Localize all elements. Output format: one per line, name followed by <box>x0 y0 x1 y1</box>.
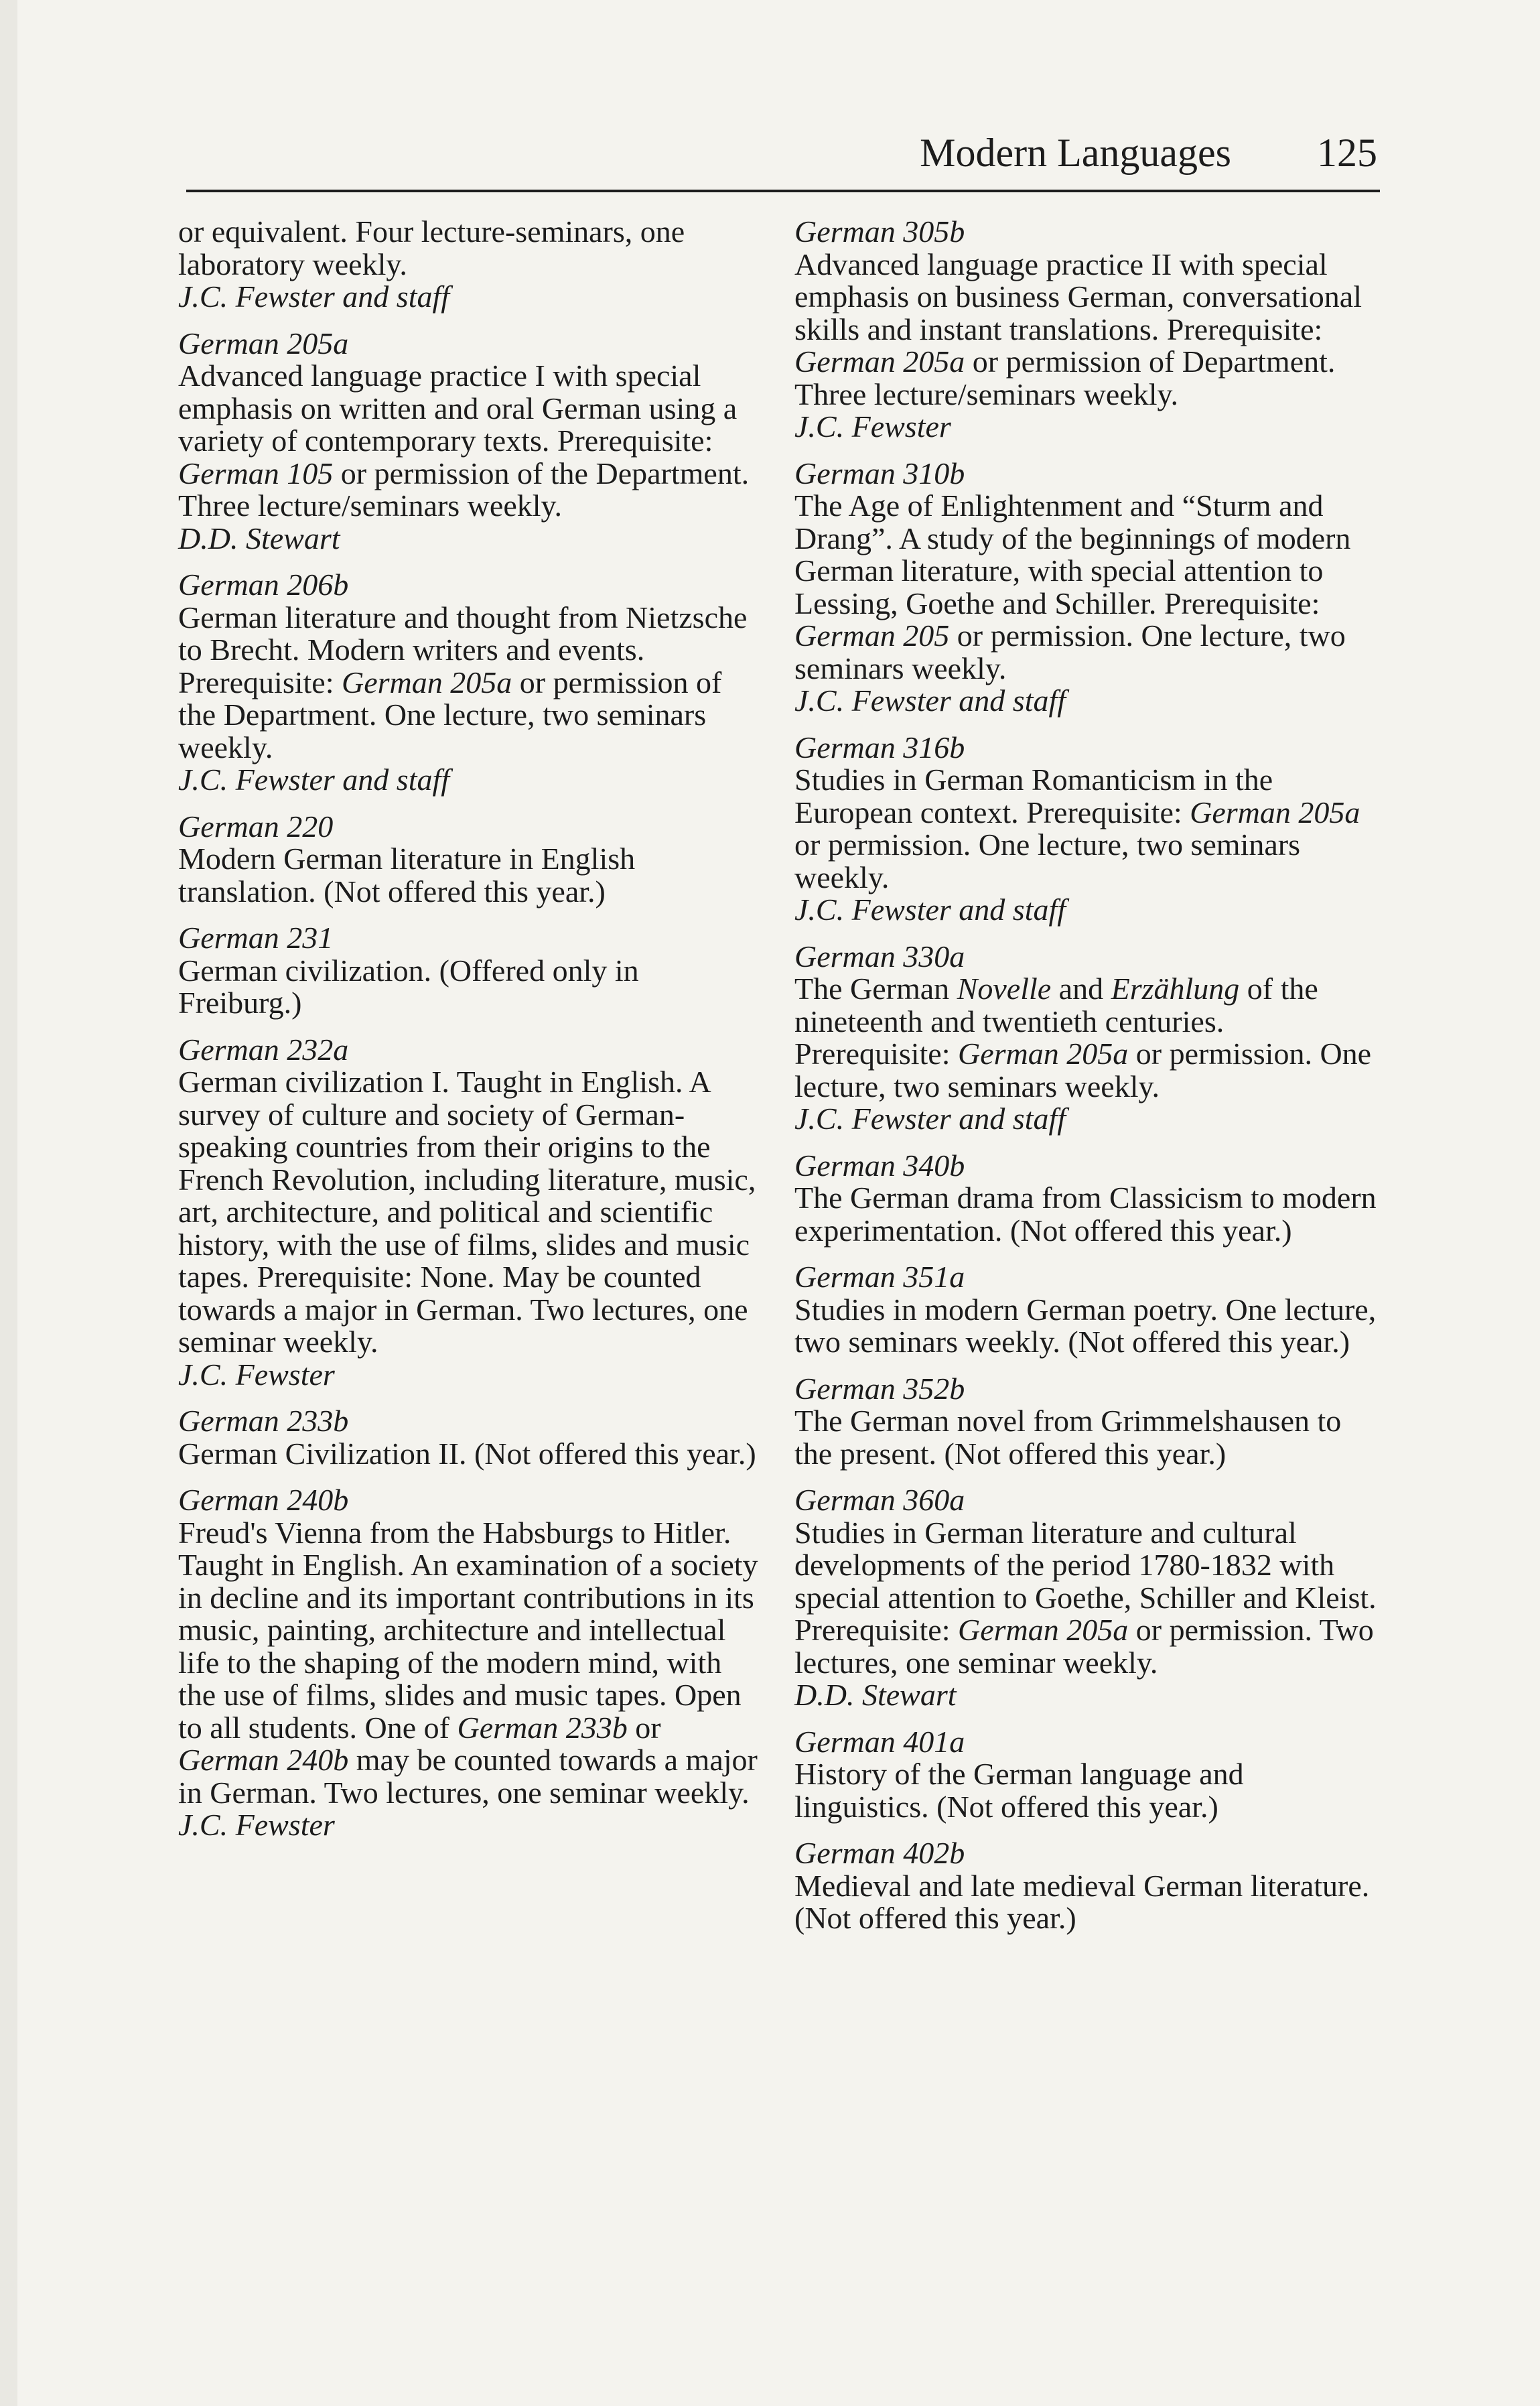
course-entry-german-330a <box>794 941 1384 1136</box>
course-code: German 351a <box>794 1260 965 1294</box>
course-code: German 340b <box>794 1148 965 1183</box>
course-description: Medieval and late medieval German literature. (Not offered this year.) <box>794 1868 1370 1935</box>
instructor: J.C. Fewster <box>178 1808 335 1842</box>
instructor: J.C. Fewster and staff <box>794 683 1066 718</box>
course-description: The German novel from Grimmelshausen to the present. (Not offered this year.) <box>794 1404 1342 1471</box>
page-header <box>186 126 1380 192</box>
course-entry-german-401a <box>794 1726 1384 1824</box>
course-entry-german-305b <box>794 216 1384 444</box>
course-code: German 231 <box>178 921 334 955</box>
course-code: German 360a <box>794 1483 965 1517</box>
course-code: German 401a <box>794 1724 965 1759</box>
course-description: Studies in modern German poetry. One lecture, two seminars weekly. (Not offered this year.) <box>794 1292 1377 1359</box>
instructor: D.D. Stewart <box>794 1678 957 1712</box>
instructor: J.C. Fewster and staff <box>794 1101 1066 1136</box>
course-code: German 352b <box>794 1371 965 1406</box>
course-entry-german-340b <box>794 1150 1384 1248</box>
course-entry-german-351a <box>794 1261 1384 1359</box>
left-column <box>178 216 761 1856</box>
course-code: German 206b <box>178 567 349 602</box>
course-entry-german-233b <box>178 1405 761 1470</box>
course-entry-german-360a <box>794 1484 1384 1712</box>
course-code: German 310b <box>794 456 965 490</box>
course-description: The Age of Enlightenment and “Sturm and Drang”. A study of the beginnings of modern German literature, with special attention to Lessing, Goethe and Schiller. Prerequisite: German 205 or permission. One lecture, two seminars weekly. <box>794 488 1351 685</box>
course-entry-german-232a <box>178 1034 761 1392</box>
course-description: German civilization I. Taught in English. A survey of culture and society of German-speaking countries from their origins to the French Revolution, including literature, music, art, architecture, and political and scientific history, with the use of films, slides and music tapes. Prerequisite: None. May be counted towards a major in German. Two lectures, one seminar weekly. <box>178 1065 756 1359</box>
instructor: D.D. Stewart <box>178 521 340 555</box>
course-description: German civilization. (Offered only in Freiburg.) <box>178 953 639 1020</box>
course-code: German 232a <box>178 1032 349 1067</box>
course-code: German 305b <box>794 214 965 249</box>
course-code: German 316b <box>794 730 965 764</box>
course-description: German literature and thought from Nietzsche to Brecht. Modern writers and events. Prerequisite: German 205a or permission of the Department. One lecture, two seminars weekly. <box>178 600 748 764</box>
course-description: Advanced language practice II with special emphasis on business German, conversational skills and instant translations. Prerequisite: German 205a or permission of Department. Three lecture/seminars weekly. <box>794 247 1362 411</box>
course-entry-german-231 <box>178 922 761 1020</box>
instructor: J.C. Fewster <box>794 409 951 444</box>
course-description: Studies in German Romanticism in the European context. Prerequisite: German 205a or permission. One lecture, two seminars weekly. <box>794 762 1360 894</box>
course-entry-german-240b <box>178 1484 761 1842</box>
course-code: German 233b <box>178 1404 349 1438</box>
instructor: J.C. Fewster and staff <box>178 762 450 797</box>
course-entry-german-310b <box>794 458 1384 718</box>
instructor: J.C. Fewster and staff <box>178 279 450 314</box>
course-entry-german-220 <box>178 811 761 909</box>
page-number: 125 <box>1317 131 1377 175</box>
course-code: German 330a <box>794 939 965 974</box>
course-entry-german-206b <box>178 569 761 797</box>
section-title: Modern Languages <box>920 131 1231 175</box>
course-code: German 240b <box>178 1483 349 1517</box>
course-description: German Civilization II. (Not offered this year.) <box>178 1436 756 1471</box>
continued-description: or equivalent. Four lecture-seminars, one laboratory weekly. <box>178 214 685 281</box>
course-description: The German Novelle and Erzählung of the nineteenth and twentieth centuries. Prerequisite: German 205a or permission. One lecture, two seminars weekly. <box>794 972 1372 1104</box>
page-edge <box>0 0 17 2406</box>
instructor: J.C. Fewster <box>178 1357 335 1392</box>
instructor: J.C. Fewster and staff <box>794 892 1066 927</box>
course-description: Advanced language practice I with special emphasis on written and oral German using a variety of contemporary texts. Prerequisite: German 105 or permission of the Department. Three lecture/seminars weekly. <box>178 358 750 523</box>
course-entry-german-402b <box>794 1837 1384 1935</box>
course-code: German 220 <box>178 809 334 844</box>
course-description: The German drama from Classicism to modern experimentation. (Not offered this year.) <box>794 1181 1377 1248</box>
course-entry-german-205a <box>178 328 761 555</box>
course-description: Studies in German literature and cultural developments of the period 1780-1832 with special attention to Goethe, Schiller and Kleist. Prerequisite: German 205a or permission. Two lectures, one seminar weekly. <box>794 1515 1377 1680</box>
course-description: History of the German language and linguistics. (Not offered this year.) <box>794 1757 1244 1824</box>
course-entry-german-316b <box>794 732 1384 927</box>
course-code: German 402b <box>794 1836 965 1870</box>
course-description: Freud's Vienna from the Habsburgs to Hitler. Taught in English. An examination of a society in decline and its important contributions in its music, painting, architecture and intellectual life to the shaping of the modern mind, with the use of films, slides and music tapes. Open to all students. One of German 233b or German 240b may be counted towards a major in German. Two lectures, one seminar weekly. <box>178 1515 758 1810</box>
course-entry-german-352b <box>794 1373 1384 1471</box>
course-description: Modern German literature in English translation. (Not offered this year.) <box>178 842 636 909</box>
course-code: German 205a <box>178 326 349 360</box>
right-column <box>794 216 1384 1949</box>
